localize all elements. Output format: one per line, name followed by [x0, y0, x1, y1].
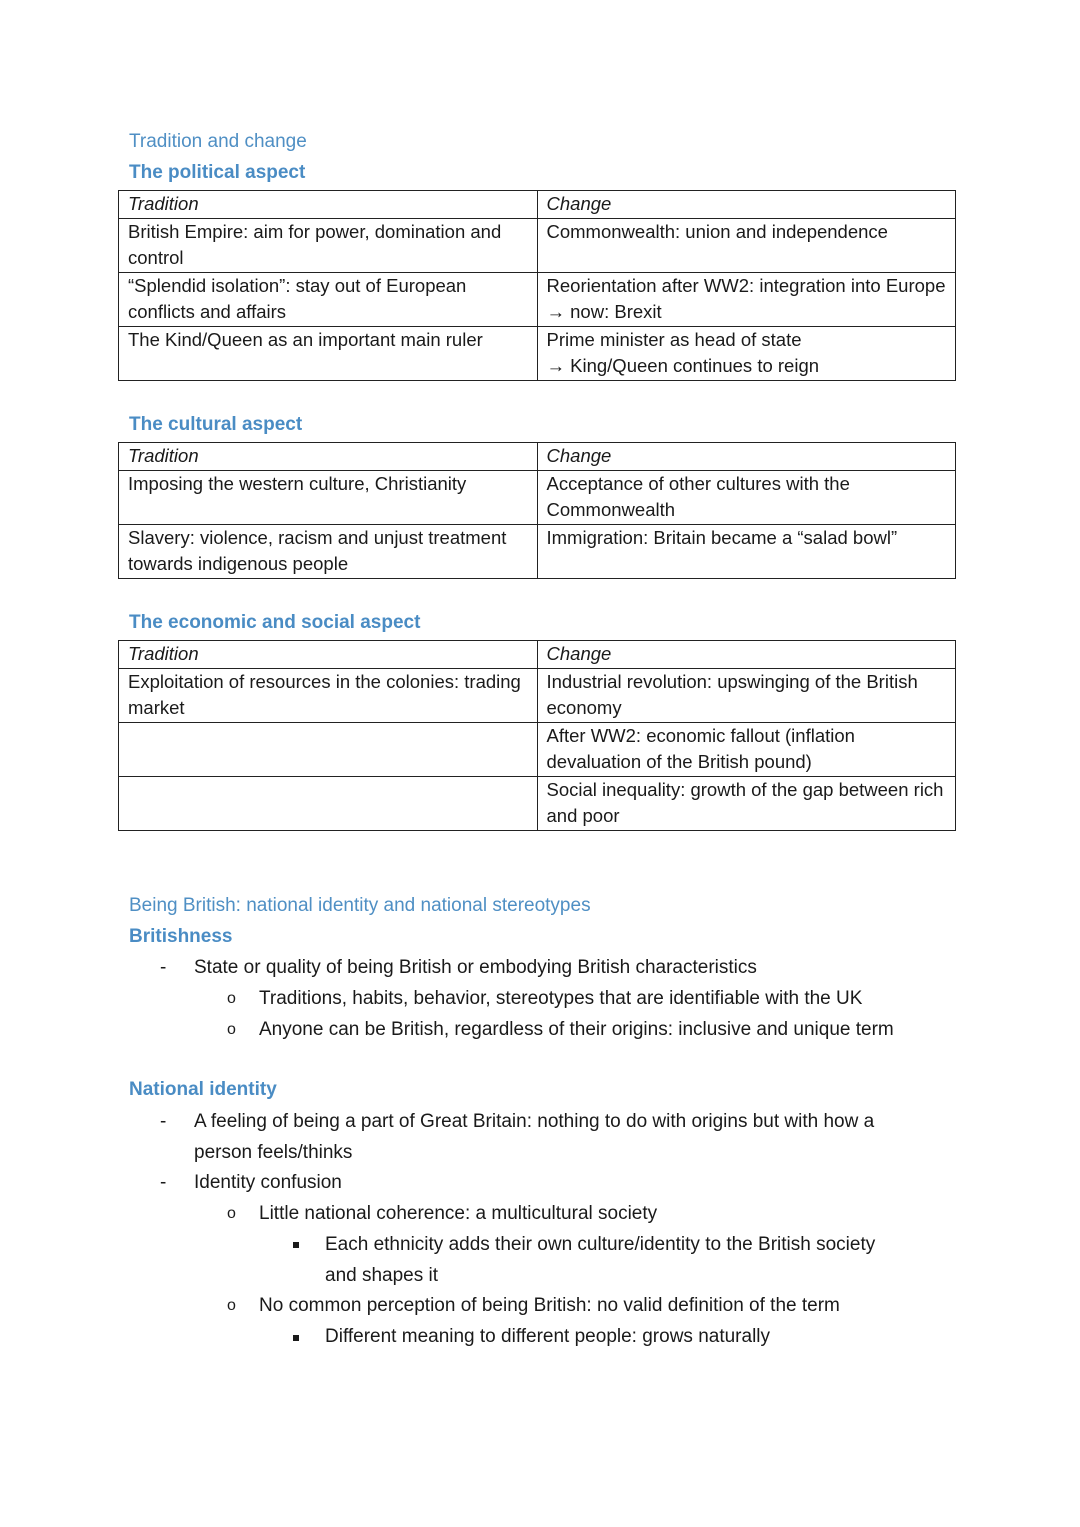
list-item: Little national coherence: a multicultural society: [259, 1203, 658, 1224]
table-cell: Prime minister as head of state → King/Queen continues to reign: [537, 326, 956, 380]
economic-aspect-title: The economic and social aspect: [129, 612, 421, 633]
tradition-header: Tradition: [119, 191, 538, 219]
list-item: A feeling of being a part of Great Britain: nothing to do with origins but with how a: [194, 1111, 875, 1132]
table-header-row: [119, 641, 956, 669]
table-row: [119, 218, 956, 272]
list-item: Identity confusion: [194, 1172, 342, 1193]
list-item: Anyone can be British, regardless of their origins: inclusive and unique term: [259, 1019, 894, 1040]
table-cell: [119, 776, 538, 830]
table-row: [119, 776, 956, 830]
table-header-row: [119, 443, 956, 471]
table-row: [119, 668, 956, 722]
list-item-continued: person feels/thinks: [194, 1142, 353, 1163]
list-item-continued: and shapes it: [325, 1265, 439, 1286]
table-cell: British Empire: aim for power, domination and control: [119, 218, 538, 272]
table-row: [119, 524, 956, 578]
table-cell: Industrial revolution: upswinging of the British economy: [537, 668, 956, 722]
table-cell: Reorientation after WW2: integration into Europe → now: Brexit: [537, 272, 956, 326]
table-cell: Immigration: Britain became a “salad bowl”: [537, 524, 956, 578]
square-bullet: [293, 1242, 299, 1248]
dash-bullet: -: [160, 1172, 167, 1193]
change-header: Change: [537, 641, 956, 669]
cultural-aspect-title: The cultural aspect: [129, 414, 303, 435]
table-cell: The Kind/Queen as an important main ruler: [119, 326, 538, 380]
square-bullet: [293, 1335, 299, 1341]
table-cell: Exploitation of resources in the colonies: trading market: [119, 668, 538, 722]
list-item: Different meaning to different people: grows naturally: [325, 1326, 771, 1347]
dash-bullet: -: [160, 1111, 167, 1132]
table-cell: Slavery: violence, racism and unjust treatment towards indigenous people: [119, 524, 538, 578]
table-row: [119, 470, 956, 524]
section-title-tradition-and-change: Tradition and change: [129, 131, 307, 152]
change-header: Change: [537, 191, 956, 219]
tradition-header: Tradition: [119, 641, 538, 669]
political-table: [118, 190, 956, 381]
table-cell: Commonwealth: union and independence: [537, 218, 956, 272]
political-aspect-title: The political aspect: [129, 162, 306, 183]
table-header-row: [119, 191, 956, 219]
circle-bullet: o: [227, 1205, 236, 1222]
tradition-header: Tradition: [119, 443, 538, 471]
table-cell: Imposing the western culture, Christianity: [119, 470, 538, 524]
table-cell: “Splendid isolation”: stay out of European conflicts and affairs: [119, 272, 538, 326]
table-row: [119, 272, 956, 326]
section-title-being-british: Being British: national identity and national stereotypes: [129, 895, 591, 916]
economic-table: [118, 640, 956, 831]
dash-bullet: -: [160, 957, 167, 978]
table-cell: After WW2: economic fallout (inflation devaluation of the British pound): [537, 722, 956, 776]
table-row: [119, 722, 956, 776]
list-item: State or quality of being British or embodying British characteristics: [194, 957, 757, 978]
national-identity-title: National identity: [129, 1079, 277, 1100]
britishness-title: Britishness: [129, 926, 233, 947]
change-header: Change: [537, 443, 956, 471]
circle-bullet: o: [227, 990, 236, 1007]
table-cell: Social inequality: growth of the gap between rich and poor: [537, 776, 956, 830]
table-cell: Acceptance of other cultures with the Commonwealth: [537, 470, 956, 524]
table-row: [119, 326, 956, 380]
table-cell: [119, 722, 538, 776]
circle-bullet: o: [227, 1297, 236, 1314]
list-item: No common perception of being British: no valid definition of the term: [259, 1295, 840, 1316]
cultural-table: [118, 442, 956, 579]
list-item: Traditions, habits, behavior, stereotypes that are identifiable with the UK: [259, 988, 863, 1009]
circle-bullet: o: [227, 1021, 236, 1038]
list-item: Each ethnicity adds their own culture/identity to the British society: [325, 1234, 876, 1255]
